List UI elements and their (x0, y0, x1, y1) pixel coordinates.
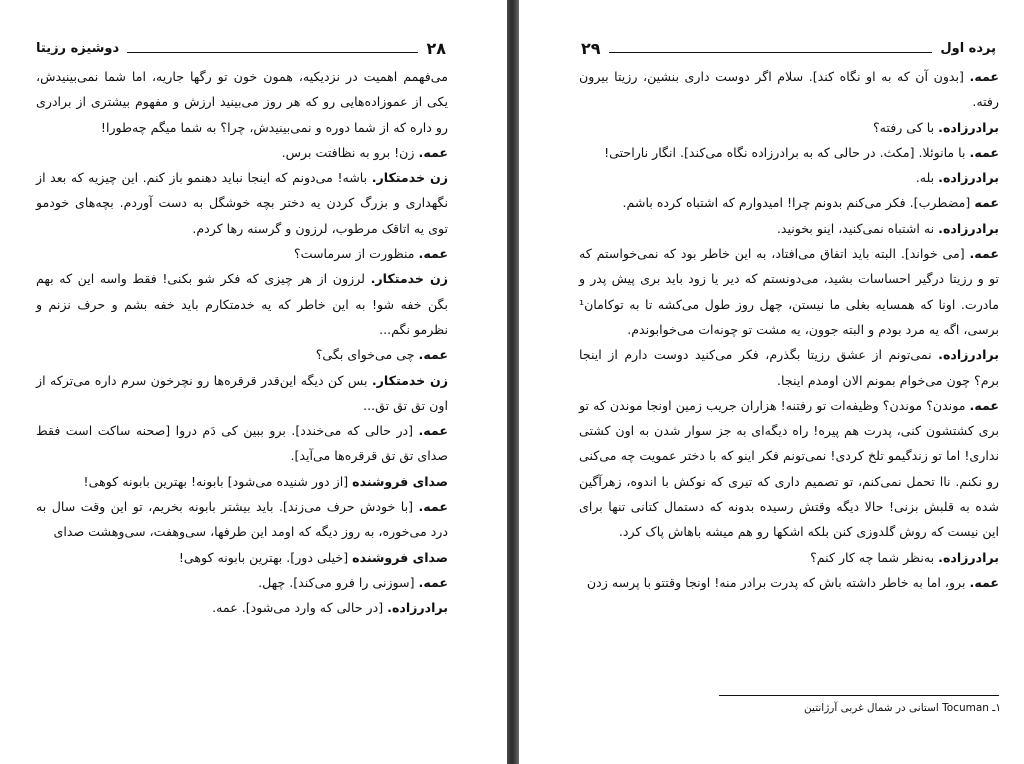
speaker-name: صدای فروشنده (352, 473, 448, 489)
dialogue-text: موندن؟ موندن؟ وظیفه‌ات تو رفتنه! هزاران جریب زمین اونجا موندن که تو بری کشتشون کنی، پدرت هم پیره! راه دیگه‌ای به جز سوار شدن به اون کشتی نداری! اما تو زندگیمو تلخ کردی! نمی‌تونم فکر اینو که با دختر عمویت چه می‌کنی رو نکنم. ناا تحمل نمی‌کنم، تو تصمیم داری که تیری که نوکش با اندوه، زهرآگین شده به قلبش بزنی! حالا دیگه وقتش رسیده بدونه که دستمال کتانی تنها برای این نیست که روش گلدوزی کنن بلکه اشکها رو هم میشه باهاش پاک کرد. (579, 397, 999, 540)
dialogue-paragraph (579, 570, 999, 595)
book-gutter (507, 0, 519, 764)
dialogue-paragraph (36, 140, 448, 165)
dialogue-paragraph (579, 64, 999, 115)
right-page-header (581, 38, 996, 58)
header-rule (609, 52, 933, 53)
dialogue-paragraph (579, 115, 999, 140)
dialogue-paragraph (36, 165, 448, 241)
dialogue-text: [می خواند]. البته باید اتفاق می‌افتاد، به این خاطر بود که نمی‌خواستم که تو و رزیتا درگیر احساسات بشید، می‌دونستم که دیر یا زود باید بری پیش پدر و مادرت. اونا که همسایه بغلی ما نیستن، چهل روز طول می‌کشه تا به توکامان¹ برسی، اگه یه مرد بودم و البته جوون، یه مشت تو چونه‌ات می‌خوابوندم. (579, 246, 999, 337)
dialogue-paragraph (579, 393, 999, 545)
dialogue-text: [خیلی دور]. بهترین بابونه کوهی! (178, 549, 349, 565)
speaker-name: برادرزاده. (938, 119, 999, 135)
dialogue-text: به‌نظر شما چه کار کنم؟ (810, 549, 935, 565)
dialogue-text: [سوزنی را فرو می‌کند]. چهل. (258, 574, 415, 590)
dialogue-text: برو، اما به خاطر داشته باش که پدرت برادر منه! اونجا وقتتو با پرسه زدن (586, 574, 966, 590)
speaker-name: برادرزاده. (938, 347, 999, 363)
speaker-name: عمه. (969, 69, 999, 84)
dialogue-text: نه اشتباه نمی‌کنید، اینو بخونید. (776, 220, 935, 236)
speaker-name: عمه. (969, 246, 999, 262)
dialogue-text: بله. (915, 170, 935, 186)
left-page-running-title: دوشیزه رزیتا (36, 40, 120, 56)
dialogue-text: زن! برو به نظافتت برس. (281, 144, 415, 160)
dialogue-text: لرزون از هر چیزی که فکر شو بکنی! فقط واسه این که بهم بگن خفه شو! به این خاطر که یه خدمتکارم باید خفه بشم و حرف نزنم و نظرمو نگم... (36, 271, 448, 337)
dialogue-paragraph (579, 140, 999, 165)
dialogue-text: بس کن دیگه این‌قدر قرقره‌ها رو نچرخون سرم داره می‌ترکه از اون تق تق تق... (36, 372, 448, 413)
dialogue-text: [بدون آن که به او نگاه کند]. سلام اگر دوست داری بنشین، رزیتا بیرون رفته. (579, 69, 999, 110)
dialogue-paragraph (36, 241, 448, 266)
dialogue-text: نمی‌تونم از عشق رزیتا بگذرم، فکر می‌کنید دوست دارم از اینجا برم؟ چون می‌خوام بمونم الان اومدم اینجا. (579, 347, 999, 388)
speaker-name: عمه. (418, 144, 448, 160)
dialogue-text: [در حالی که وارد می‌شود]. عمه. (212, 600, 384, 616)
dialogue-paragraph (36, 368, 448, 419)
dialogue-text: با کی رفته؟ (872, 119, 935, 135)
dialogue-text: [از دور شنیده می‌شود] بابونه! بهترین بابونه کوهی! (83, 473, 349, 489)
speaker-name: عمه (974, 195, 999, 211)
footnote: ۱ـ Tocuman استانی در شمال غربی آرژانتین (804, 702, 1001, 714)
left-page-header (36, 38, 446, 58)
speaker-name: برادرزاده. (938, 220, 999, 236)
dialogue-paragraph (579, 545, 999, 570)
dialogue-paragraph (579, 241, 999, 342)
speaker-name: زن خدمتکار. (371, 170, 448, 186)
right-page (519, 0, 1024, 764)
right-page-running-title: پرده اول (940, 40, 996, 56)
dialogue-text: [با خودش حرف می‌زند]. باید بیشتر بابونه بخریم، تو این وقت سال به درد می‌خوره، به روز دیگه که اومد این طرفها، سی‌وهفت، سی‌وهشت صدای (36, 499, 448, 540)
dialogue-paragraph (36, 494, 448, 545)
speaker-name: عمه. (418, 499, 448, 515)
left-page-body (36, 64, 448, 621)
dialogue-paragraph (36, 266, 448, 342)
header-rule (127, 52, 418, 53)
speaker-name: برادرزاده. (938, 170, 999, 186)
dialogue-paragraph (579, 216, 999, 241)
dialogue-text: با مانوئلا. [مکث. در حالی که به برادرزاده نگاه می‌کند]. انگار ناراحتی! (604, 144, 966, 160)
dialogue-text: می‌فهمم اهمیت در نزدیکیه، همون خون تو رگها جاریه، اما شما نمی‌بینیدش، یکی از عموزاده‌هایی رو که هر روز می‌بینید ارزش و مفهوم بیشتری از برادری رو داره که از شما دوره و نمی‌بینیدش، چرا؟ به شما میگم چه‌طورا! (36, 69, 448, 135)
speaker-name: زن خدمتکار. (370, 271, 449, 287)
right-page-body (579, 64, 999, 595)
dialogue-text: [در حالی که می‌خندد]. برو ببین کی دَم دروا [صحنه ساکت است فقط صدای تق تق قرقره‌ها می‌آید]. (36, 423, 448, 464)
dialogue-paragraph (36, 595, 448, 620)
speaker-name: عمه. (969, 144, 999, 160)
left-page (0, 0, 507, 764)
dialogue-paragraph (579, 190, 999, 215)
left-page-number: ۲۸ (426, 38, 446, 58)
speaker-name: زن خدمتکار. (371, 372, 448, 388)
dialogue-paragraph (579, 342, 999, 393)
footnote-rule (719, 695, 999, 696)
speaker-name: صدای فروشنده (352, 549, 448, 565)
speaker-name: عمه. (969, 397, 999, 413)
speaker-name: عمه. (418, 423, 448, 439)
right-page-number: ۲۹ (581, 38, 601, 58)
dialogue-paragraph (36, 342, 448, 367)
dialogue-text: [مضطرب]. فکر می‌کنم بدونم چرا! امیدوارم که اشتباه کرده باشم. (622, 195, 971, 211)
dialogue-paragraph (36, 545, 448, 570)
dialogue-paragraph (36, 469, 448, 494)
dialogue-paragraph (579, 165, 999, 190)
dialogue-text: منظورت از سرماست؟ (293, 246, 415, 262)
dialogue-paragraph (36, 418, 448, 469)
dialogue-text: باشه! می‌دونم که اینجا نباید دهنمو باز کنم. این چیزیه که بعد از نگهداری و بزرگ کردن یه دختر بچه خوشگل به دست آوردم. بچه‌های خودمو توی یه اتاقک مرطوب، لرزون و گرسنه رها کردم. (36, 170, 448, 236)
speaker-name: عمه. (418, 574, 448, 590)
dialogue-paragraph (36, 570, 448, 595)
speaker-name: برادرزاده. (938, 549, 999, 565)
speaker-name: برادرزاده. (387, 600, 448, 616)
speaker-name: عمه. (418, 347, 448, 363)
speaker-name: عمه. (418, 246, 448, 262)
speaker-name: عمه. (969, 574, 999, 590)
dialogue-text: چی می‌خوای بگی؟ (315, 347, 415, 363)
dialogue-paragraph (36, 64, 448, 140)
